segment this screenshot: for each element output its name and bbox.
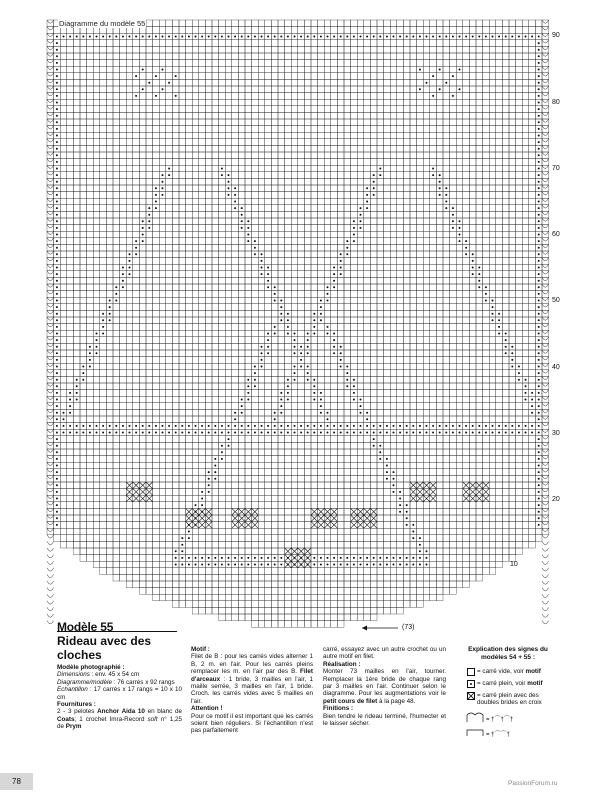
row-marker-80: 80 <box>552 99 560 106</box>
supplies-brand: Coats <box>57 715 75 723</box>
motif-heading: Motif : <box>191 646 210 653</box>
motif-text: Filet de B : pour les carrés vides alterner 1 B, 2 m. en l'air. Pour les carrés pleins remplacer les m. en l'air par des B. <box>191 653 313 676</box>
row-marker-50: 50 <box>552 297 560 304</box>
supplies-hook-brand: Prym <box>65 723 82 731</box>
legend-cross-text: = carré plein avec des doubles brides en croix <box>477 692 542 707</box>
filet-heading: Filet d'arceaux <box>191 668 313 683</box>
supplies-e: ; 1 crochet Imra-Record <box>74 715 148 723</box>
row-marker-10: 10 <box>510 561 518 568</box>
diagram-label: Diagramme/modèle <box>57 678 112 686</box>
legend-full <box>467 680 543 688</box>
sample-value: : 17 carrés x 17 rangs = 10 x 10 cm <box>57 686 182 701</box>
legend-full-text: = carré plein, voir <box>477 680 528 687</box>
dimensions-value: : env. 45 x 54 cm <box>89 671 140 679</box>
row-marker-20: 20 <box>552 496 560 503</box>
supplies-heading: Fournitures : <box>57 701 96 709</box>
finitions-heading: Finitions : <box>323 705 354 713</box>
legend-title: Explication des signes du modèles 54 + 55 : <box>468 646 548 661</box>
diagram-value: : 76 carrés x 92 rangs <box>111 678 175 686</box>
row-marker-30: 30 <box>552 430 560 437</box>
materials-column <box>57 664 182 731</box>
stitch-symbols-icon <box>466 712 526 742</box>
filet-text: : 1 bride, 3 mailles en l'air, 1 maille serrée, 3 mailles en l'air, 1 bride. Croch. les carrés vides avec 5 mailles en l'air. <box>191 675 313 705</box>
filled-square-icon <box>467 680 475 688</box>
supplies-g: n° 1,25 de <box>57 715 183 731</box>
row-marker-60: 60 <box>552 231 560 238</box>
title-divider <box>57 631 177 632</box>
empty-square-icon <box>467 668 475 676</box>
finitions-text: Bien tendre le rideau terminé, l'humecter et le laisser sécher. <box>323 712 446 728</box>
photo-heading: Modèle photographié : <box>57 664 125 671</box>
page-number: 78 <box>0 773 33 790</box>
diagram-title: Diagramme du modèle 55 <box>59 19 146 28</box>
watermark: PassionForum.ru <box>508 780 558 787</box>
model-title: Modèle 55 <box>57 620 114 634</box>
legend-empty-text: = carré vide, voir <box>477 668 526 675</box>
row-marker-40: 40 <box>552 364 560 371</box>
legend-cross <box>467 692 562 707</box>
cross-square-icon <box>467 692 475 700</box>
realisation-link: petit cours de filet <box>323 697 378 705</box>
supplies-c: en blanc de <box>144 708 183 716</box>
supplies-yarn: Anchor Aida 10 <box>97 708 145 716</box>
realisation-c: à la page 48. <box>377 697 416 705</box>
continuation-text: carré, essayez avec un autre crochet ou un autre motif en filet. <box>323 646 446 661</box>
row-marker-70: 70 <box>552 165 560 172</box>
model-subtitle: Rideau avec des cloches <box>57 634 152 662</box>
instructions-column <box>323 646 446 727</box>
supplies-f: soft <box>147 715 158 723</box>
attention-heading: Attention ! <box>191 705 223 713</box>
realisation-heading: Réalisation : <box>323 660 361 668</box>
supplies-a: 2 - 3 pelotes <box>57 708 98 716</box>
dimensions-label: Dimensions <box>57 671 90 679</box>
sample-label: Echantillon <box>57 686 88 694</box>
stitch-count-annotation: (73) <box>402 624 415 631</box>
attention-text: Pour ce motif il est important que les carrés soient bien réguliers. Si l'échantillon n'est pas parfaitement <box>191 712 313 735</box>
legend-empty <box>467 668 541 676</box>
row-marker-90: 90 <box>552 32 560 39</box>
realisation-a: Monter 73 mailles en l'air, tourner. Remplacer la 1ère bride de chaque rang par 3 mailles en l'air. Continuer selon le diagramme. Pour les augmentations voir le <box>323 668 446 698</box>
legend-full-bold: motif <box>527 680 543 687</box>
legend-empty-bold: motif <box>525 668 541 675</box>
motif-column <box>191 646 313 735</box>
